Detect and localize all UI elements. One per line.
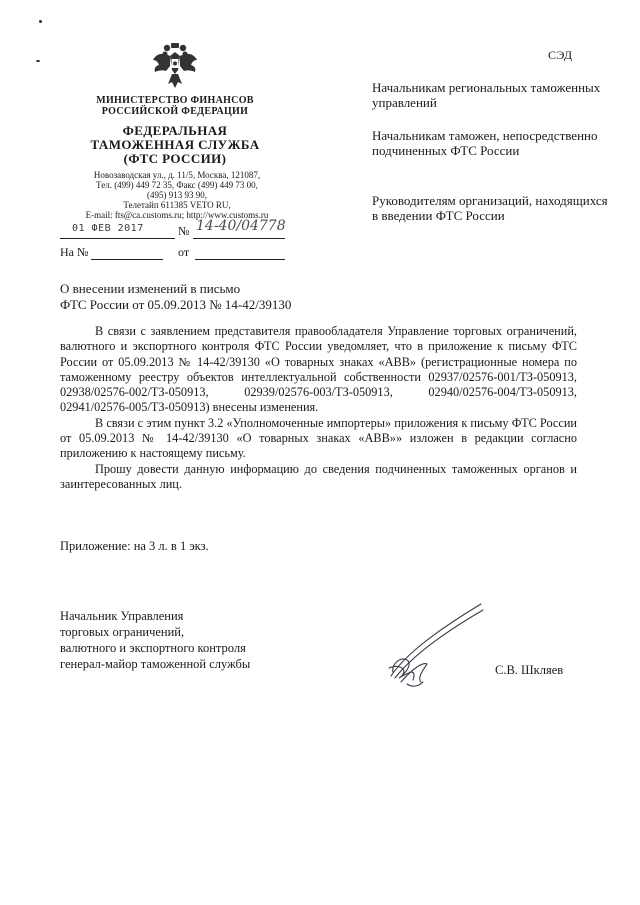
signatory-line: генерал-майор таможенной службы [60, 657, 251, 671]
subject-line: О внесении изменений в письмо [60, 281, 241, 296]
contact-phone: Тел. (499) 449 72 35, Факс (499) 449 73 00, [96, 180, 258, 190]
body-paragraph: В связи с заявлением представителя правообладателя Управление торговых ограничений, валютного и экспортного контроля ФТС России уведомляет, что в приложение к письму ФТС России от 05.09.2013 № 14-42/39130 «О товарных знаках «ABB» (регистрационные номера по таможенному реестру объектов интеллектуальной собственности 02937/02576-001/ТЗ-050913, 02938/02576-002/ТЗ-050913, 02939/02576-003/ТЗ-050913, 02940/02576-004/ТЗ-050913, 02941/02576-005/ТЗ-050913) внесены изменения. [60, 324, 577, 415]
signatory-title [60, 608, 250, 672]
letter-body [60, 324, 577, 492]
body-paragraph: В связи с этим пункт 3.2 «Уполномоченные импортеры» приложения к письму ФТС России от 05.09.2013 № 14-42/39130 «О товарных знаках «ABB»» изложен в редакции согласно приложению к настоящему письму. [60, 415, 577, 461]
signatory-line: валютного и экспортного контроля [60, 641, 246, 655]
handwritten-signature [383, 598, 493, 694]
ref-underline [91, 259, 163, 260]
service-line: (ФТС РОССИИ) [123, 151, 227, 166]
addressee-3: Руководителям организаций, находящихся в введении ФТС России [372, 193, 608, 223]
ministry-header [70, 95, 280, 117]
ministry-line: МИНИСТЕРСТВО ФИНАНСОВ [96, 95, 254, 106]
from-underline [195, 259, 285, 260]
scan-mark [39, 20, 42, 23]
sed-label: СЭД [548, 48, 573, 62]
letter-subject [60, 281, 291, 313]
service-line: ТАМОЖЕННАЯ СЛУЖБА [90, 137, 260, 152]
customs-service-header [70, 124, 280, 166]
date-underline [60, 238, 175, 239]
contact-phone-2: (495) 913 93 90, [147, 190, 207, 200]
scan-mark [36, 60, 40, 62]
subject-line: ФТС России от 05.09.2013 № 14-42/39130 [60, 297, 292, 312]
ministry-line: РОССИЙСКОЙ ФЕДЕРАЦИИ [101, 106, 249, 117]
contact-teletype: Телетайп 611385 VETO RU, [123, 200, 231, 210]
signatory-name: С.В. Шкляев [495, 663, 564, 677]
signatory-line: торговых ограничений, [60, 625, 185, 639]
contact-block [62, 170, 292, 220]
service-line: ФЕДЕРАЛЬНАЯ [122, 123, 228, 138]
handwritten-number: 14-40/04778 [196, 218, 286, 234]
ref-label: На № [60, 245, 89, 259]
number-sign: № [178, 224, 190, 238]
date-stamp: 01 ФЕВ 2017 [72, 223, 144, 234]
addressee-1: Начальникам региональных таможенных управлений [372, 80, 601, 110]
contact-email: E-mail: fts@ca.customs.ru; http://www.customs.ru [85, 210, 269, 220]
double-headed-eagle-emblem [150, 40, 200, 94]
body-paragraph: Прошу довести данную информацию до сведения подчиненных таможенных органов и заинтересованных лиц. [60, 461, 577, 491]
number-underline [193, 238, 285, 239]
attachment-note: Приложение: на 3 л. в 1 экз. [60, 539, 209, 553]
signatory-line: Начальник Управления [60, 609, 184, 623]
from-label: от [178, 245, 190, 259]
addressee-2: Начальникам таможен, непосредственно подчиненных ФТС России [372, 128, 598, 158]
contact-address: Новозаводская ул., д. 11/5, Москва, 121087, [93, 170, 261, 180]
